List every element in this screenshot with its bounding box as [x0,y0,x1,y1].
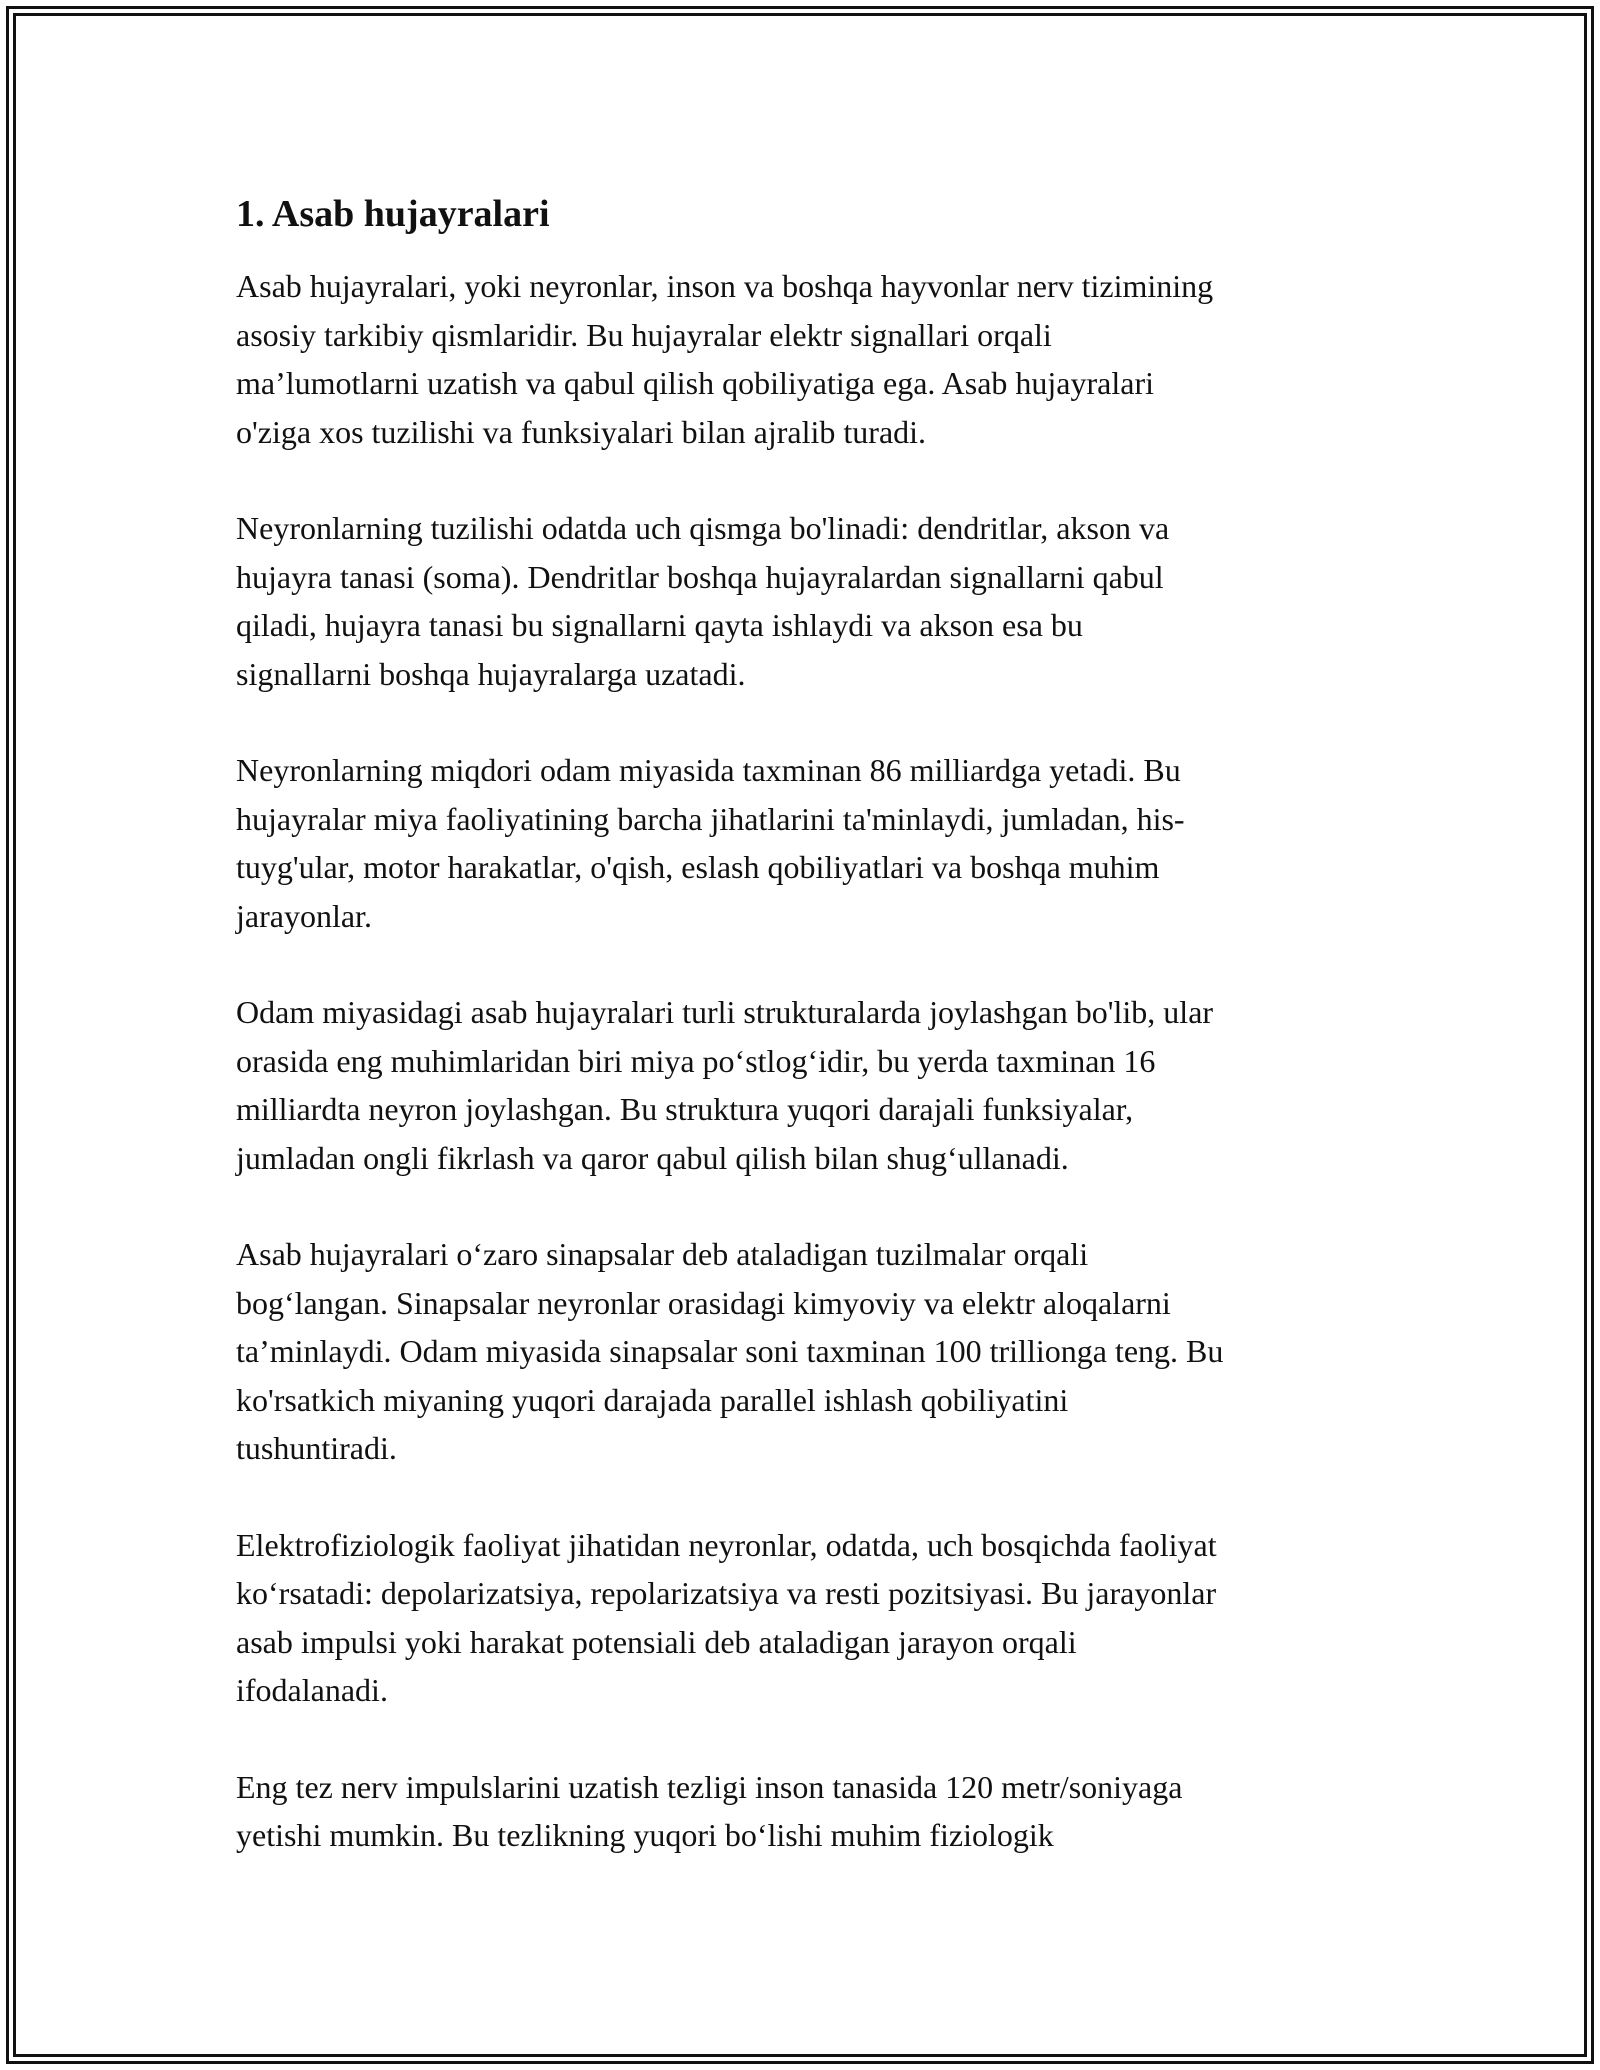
paragraph-5 [236,1230,1376,1473]
paragraph-line: tushuntiradi. [236,1430,397,1466]
paragraph-line: bog‘langan. Sinapsalar neyronlar orasidagi kimyoviy va elektr aloqalarni [236,1284,1171,1321]
paragraph-1 [236,262,1376,456]
paragraph-line: milliardta neyron joylashgan. Bu struktura yuqori darajali funksiyalar, [236,1091,1134,1127]
paragraph-line: ko‘rsatadi: depolarizatsiya, repolarizatsiya va resti pozitsiyasi. Bu jarayonlar [236,1575,1217,1611]
paragraph-line: tuyg'ular, motor harakatlar, o'qish, eslash qobiliyatlari va boshqa muhim [236,849,1160,885]
paragraph-line: o'ziga xos tuzilishi va funksiyalari bilan ajralib turadi. [236,413,927,450]
paragraph-line: Elektrofiziologik faoliyat jihatidan neyronlar, odatda, uch bosqichda faoliyat [236,1526,1217,1563]
paragraph-3 [236,746,1376,940]
paragraph-line: hujayra tanasi (soma). Dendritlar boshqa hujayralardan signallarni qabul [236,558,1164,595]
paragraph-line: ma’lumotlarni uzatish va qabul qilish qobiliyatiga ega. Asab hujayralari [236,365,1154,401]
section-heading: 1. Asab hujayralari [236,193,550,235]
paragraph-line: asab impulsi yoki harakat potensiali deb ataladigan jarayon orqali [236,1623,1077,1660]
paragraph-line: ko'rsatkich miyaning yuqori darajada parallel ishlash qobiliyatini [236,1381,1069,1418]
paragraph-line: Eng tez nerv impulslarini uzatish tezligi inson tanasida 120 metr/soniyaga [236,1768,1183,1805]
paragraph-line: Odam miyasidagi asab hujayralari turli strukturalarda joylashgan bo'lib, ular [236,994,1214,1030]
paragraph-7 [236,1763,1376,1860]
paragraph-line: ta’minlaydi. Odam miyasida sinapsalar soni taxminan 100 trillionga teng. Bu [236,1333,1224,1369]
paragraph-line: yetishi mumkin. Bu tezlikning yuqori bo‘lishi muhim fiziologik [236,1817,1054,1853]
paragraph-line: Neyronlarning miqdori odam miyasida taxminan 86 milliardga yetadi. Bu [236,752,1181,788]
document-body [236,186,1376,1908]
paragraph-line: asosiy tarkibiy qismlaridir. Bu hujayralar elektr signallari orqali [236,316,1052,353]
paragraph-2 [236,504,1376,698]
paragraph-line: orasida eng muhimlaridan biri miya po‘stlog‘idir, bu yerda taxminan 16 [236,1042,1156,1079]
paragraph-line: signallarni boshqa hujayralarga uzatadi. [236,655,746,692]
paragraph-line: Asab hujayralari, yoki neyronlar, inson va boshqa hayvonlar nerv tizimining [236,268,1214,304]
paragraph-6 [236,1521,1376,1715]
paragraph-line: Asab hujayralari o‘zaro sinapsalar deb ataladigan tuzilmalar orqali [236,1236,1089,1272]
paragraph-line: hujayralar miya faoliyatining barcha jihatlarini ta'minlaydi, jumladan, his- [236,800,1185,837]
paragraph-line: jumladan ongli fikrlash va qaror qabul qilish bilan shug‘ullanadi. [236,1139,1069,1176]
paragraph-line: Neyronlarning tuzilishi odatda uch qismga bo'linadi: dendritlar, akson va [236,510,1170,546]
paragraph-line: jarayonlar. [236,897,372,934]
paragraph-line: qiladi, hujayra tanasi bu signallarni qayta ishlaydi va akson esa bu [236,607,1083,643]
paragraph-line: ifodalanadi. [236,1672,388,1708]
paragraph-4 [236,988,1376,1182]
